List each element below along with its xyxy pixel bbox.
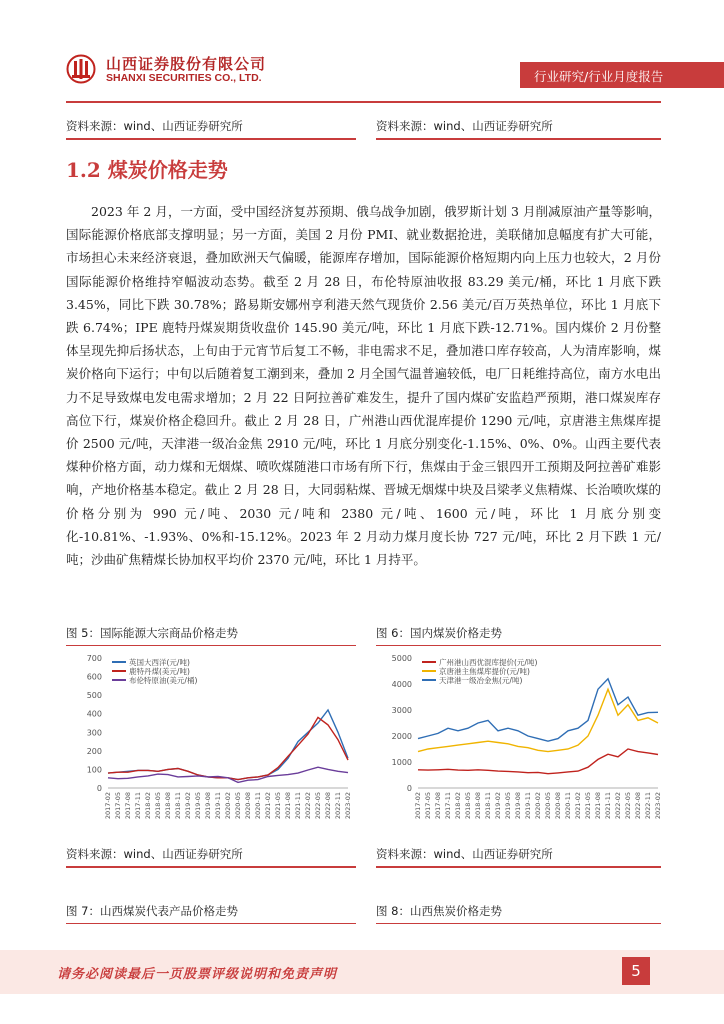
source-divider-right xyxy=(376,138,661,140)
fig6-xtick-label: 2019-02 xyxy=(494,792,502,820)
source-note-right: 资料来源：wind、山西证券研究所 xyxy=(376,119,553,133)
body-paragraph: 2023 年 2 月，一方面，受中国经济复苏预期、俄乌战争加剧，俄罗斯计划 3 月削减原油产量等影响，国际能源价格底部支撑明显；另一方面，美国 2 月份 PMI、就业数据抢进，美联储加息幅度有扩大可能，市场担心未来经济衰退，叠加欧洲天气偏暖，能源库存增加，国际能源价格短期内向上压力也较大，2 月份国际能源价格维持窄幅波动态势。截至 2 月 28 日，布伦特原油收报 83.29 美元/桶，环比 1 月底下跌 3.45%，同比下跌 30.78%；路易斯安娜州亨利港天然气现货价 2.56 美元/百万英热单位，环比 1 月底下跌 6.74%；IPE 鹿特丹煤炭期货收盘价 145.90 美元/吨，环比 1 月底下跌-12.71%。国内煤价 2 月份整体呈现先抑后扬状态，上旬由于元宵节后复工不畅，非电需求不足，叠加港口库存较高，人为清库影响，煤炭价格向下运行；中旬以后随着复工潮到来，叠加 2 月全国气温普遍较低，电厂日耗维持高位，南方水电出力不足导致煤电发电需求增加；2 月 22 日阿拉善矿难发生，提升了国内煤矿安监趋严预期，港口煤炭库存高位下行，煤炭价格企稳回升。截止 2 月 28 日，广州港山西优混库提价 1290 元/吨，京唐港主焦煤库提价 2500 元/吨，天津港一级冶金焦 2910 元/吨，环比 1 月底分别变化-1.15%、0%、0%。山西主要代表煤种价格方面，动力煤和无烟煤、喷吹煤随港口市场有所下行，焦煤由于金三银四开工预期及阿拉善矿难影响，产地价格基本稳定。截止 2 月 28 日，大同弱粘煤、晋城无烟煤中块及吕梁孝义焦精煤、长治喷吹煤的价格分别为 990 元/吨、2030 元/吨和 2380 元/吨、1600 元/吨，环比 1 月底分别变化-10.81%、-1.93%、0%和-15.12%。2023 年 2 月动力煤月度长协 727 元/吨，环比 2 月下跌 1 元/吨；沙曲矿焦精煤长协加权平均价 2370 元/吨，环比 1 月持平。 xyxy=(66,204,661,568)
fig5-ytick-label: 200 xyxy=(86,746,102,756)
fig7-title: 图 7：山西煤炭代表产品价格走势 xyxy=(66,904,238,918)
source-divider-left xyxy=(66,138,356,140)
fig5-xtick-label: 2020-02 xyxy=(224,792,232,820)
fig6-xtick-label: 2019-05 xyxy=(504,792,512,820)
fig6-xtick-label: 2018-02 xyxy=(454,792,462,820)
fig6-chart xyxy=(376,650,666,830)
fig5-source-rule xyxy=(66,866,356,868)
fig5-ytick-label: 600 xyxy=(86,672,102,682)
fig5-xtick-label: 2020-08 xyxy=(244,792,252,820)
fig6-xtick-label: 2020-11 xyxy=(564,792,572,820)
fig5-ytick-label: 300 xyxy=(86,728,102,738)
fig7-title-rule xyxy=(66,923,356,924)
fig6-xtick-label: 2017-11 xyxy=(444,792,452,820)
fig6-ytick-label: 2000 xyxy=(391,732,412,741)
fig5-xtick-label: 2019-02 xyxy=(184,792,192,820)
fig5-chart xyxy=(66,650,356,830)
section-heading: 1.2 煤炭价格走势 xyxy=(66,158,228,182)
fig5-xtick-label: 2021-08 xyxy=(284,792,292,820)
fig6-title-rule xyxy=(376,645,661,646)
fig6-title: 图 6：国内煤炭价格走势 xyxy=(376,626,502,640)
fig5-xtick-label: 2017-11 xyxy=(134,792,142,820)
body-text xyxy=(66,200,661,571)
fig5-legend-label-0: 英国大西洋(元/吨) xyxy=(129,658,190,667)
fig6-xtick-label: 2021-05 xyxy=(584,792,592,820)
fig6-xtick-label: 2021-08 xyxy=(594,792,602,820)
fig6-ytick-label: 1000 xyxy=(391,758,412,767)
fig6-xtick-label: 2022-02 xyxy=(614,792,622,820)
fig6-xtick-label: 2018-08 xyxy=(474,792,482,820)
fig5-xtick-label: 2021-11 xyxy=(294,792,302,820)
source-note-left: 资料来源：wind、山西证券研究所 xyxy=(66,119,243,133)
fig5-ytick-label: 400 xyxy=(86,709,102,719)
company-name-en: SHANXI SECURITIES CO., LTD. xyxy=(106,72,262,84)
fig8-title-rule xyxy=(376,923,661,924)
fig5-xtick-label: 2017-08 xyxy=(124,792,132,820)
fig5-xtick-label: 2023-02 xyxy=(344,792,352,820)
fig6-series-line-2 xyxy=(418,679,658,741)
fig6-legend-label-0: 广州港山西优混库提价(元/吨) xyxy=(439,658,538,667)
company-name-cn: 山西证券股份有限公司 xyxy=(106,55,267,73)
fig6-xtick-label: 2021-02 xyxy=(574,792,582,820)
fig5-ytick-label: 500 xyxy=(86,691,102,701)
fig6-xtick-label: 2020-02 xyxy=(534,792,542,820)
fig5-xtick-label: 2018-02 xyxy=(144,792,152,820)
fig8-title: 图 8：山西焦炭价格走势 xyxy=(376,904,502,918)
company-logo xyxy=(66,54,96,84)
fig5-xtick-label: 2018-05 xyxy=(154,792,162,820)
fig5-xtick-label: 2022-02 xyxy=(304,792,312,820)
fig6-ytick-label: 0 xyxy=(406,784,412,793)
fig6-ytick-label: 5000 xyxy=(391,654,412,663)
header-divider xyxy=(66,101,661,103)
fig5-title-rule xyxy=(66,645,356,646)
fig6-xtick-label: 2017-08 xyxy=(434,792,442,820)
fig6-xtick-label: 2017-05 xyxy=(424,792,432,820)
page-number: 5 xyxy=(622,957,650,985)
fig5-xtick-label: 2019-08 xyxy=(204,792,212,820)
fig5-legend-label-2: 布伦特原油(美元/桶) xyxy=(129,676,198,685)
fig5-xtick-label: 2022-05 xyxy=(314,792,322,820)
fig6-xtick-label: 2022-05 xyxy=(624,792,632,820)
fig5-xtick-label: 2020-11 xyxy=(254,792,262,820)
fig6-source-rule xyxy=(376,866,661,868)
fig5-xtick-label: 2022-08 xyxy=(324,792,332,820)
fig5-xtick-label: 2022-11 xyxy=(334,792,342,820)
fig6-xtick-label: 2019-11 xyxy=(524,792,532,820)
fig6-legend-label-2: 天津港一级冶金焦(元/吨) xyxy=(439,676,523,685)
fig5-xtick-label: 2021-02 xyxy=(264,792,272,820)
fig6-legend-label-1: 京唐港主焦煤库提价(元/吨) xyxy=(439,667,530,676)
fig6-xtick-label: 2018-11 xyxy=(484,792,492,820)
fig5-xtick-label: 2020-05 xyxy=(234,792,242,820)
fig6-ytick-label: 4000 xyxy=(391,680,412,689)
fig6-xtick-label: 2023-02 xyxy=(654,792,662,820)
fig5-xtick-label: 2018-11 xyxy=(174,792,182,820)
fig5-ytick-label: 700 xyxy=(86,654,102,663)
fig6-xtick-label: 2021-11 xyxy=(604,792,612,820)
fig6-series-line-0 xyxy=(418,749,658,774)
fig5-xtick-label: 2021-05 xyxy=(274,792,282,820)
report-type-banner xyxy=(520,62,724,88)
report-type: 行业研究/行业月度报告 xyxy=(534,69,664,84)
footer-disclaimer: 请务必阅读最后一页股票评级说明和免责声明 xyxy=(57,967,338,982)
fig5-ytick-label: 100 xyxy=(86,765,102,775)
fig6-source: 资料来源：wind、山西证券研究所 xyxy=(376,847,553,861)
fig5-source: 资料来源：wind、山西证券研究所 xyxy=(66,847,243,861)
fig5-series-line-1 xyxy=(108,717,348,779)
fig5-ytick-label: 0 xyxy=(96,784,102,793)
fig5-title: 图 5：国际能源大宗商品价格走势 xyxy=(66,626,238,640)
fig6-xtick-label: 2020-08 xyxy=(554,792,562,820)
fig6-xtick-label: 2020-05 xyxy=(544,792,552,820)
fig6-xtick-label: 2019-08 xyxy=(514,792,522,820)
fig6-ytick-label: 3000 xyxy=(391,706,412,715)
fig5-xtick-label: 2019-05 xyxy=(194,792,202,820)
fig6-xtick-label: 2018-05 xyxy=(464,792,472,820)
fig5-series-line-2 xyxy=(108,767,348,782)
fig5-xtick-label: 2017-05 xyxy=(114,792,122,820)
fig5-xtick-label: 2019-11 xyxy=(214,792,222,820)
fig5-xtick-label: 2018-08 xyxy=(164,792,172,820)
fig5-legend-label-1: 鹿特丹煤(美元/吨) xyxy=(129,667,190,676)
fig6-xtick-label: 2017-02 xyxy=(414,792,422,820)
footer-bar xyxy=(0,950,724,994)
fig6-xtick-label: 2022-11 xyxy=(644,792,652,820)
fig5-xtick-label: 2017-02 xyxy=(104,792,112,820)
fig6-xtick-label: 2022-08 xyxy=(634,792,642,820)
fig6-series-line-1 xyxy=(418,689,658,751)
